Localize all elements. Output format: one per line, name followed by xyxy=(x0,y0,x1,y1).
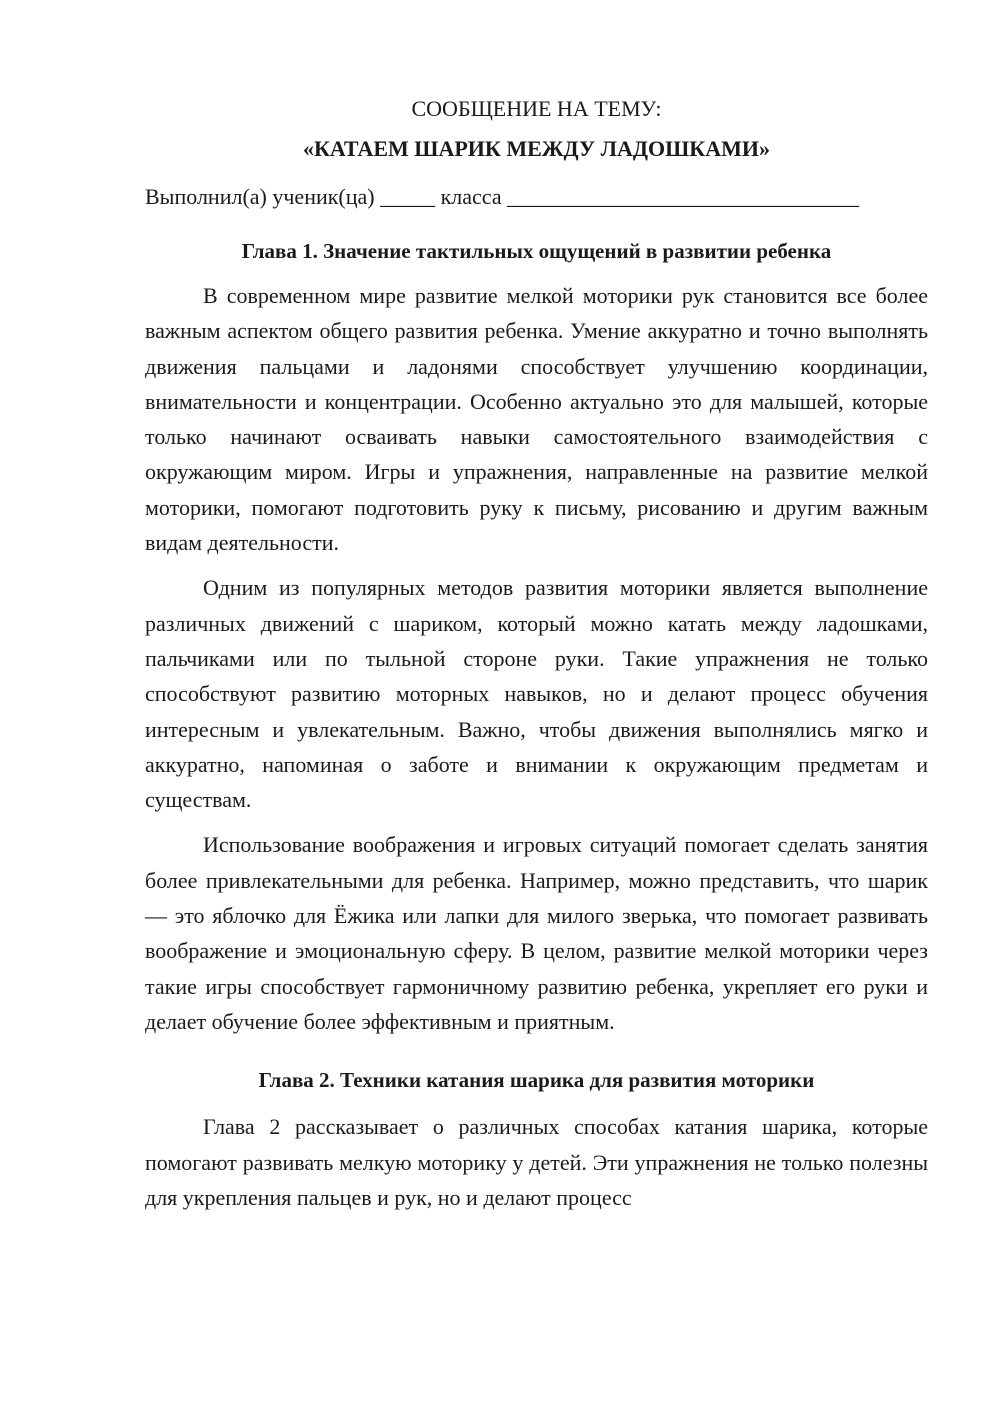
document-title-line1: СООБЩЕНИЕ НА ТЕМУ: xyxy=(411,96,662,121)
author-line: Выполнил(а) ученик(ца) _____ класса ________________________________ xyxy=(145,184,860,209)
chapter-1-paragraph-3: Использование воображения и игровых ситуаций помогает сделать занятия более привлекательными для ребенка. Например, можно представить, что шарик — это яблочко для Ёжика или лапки для милого зверька, что помогает развивать воображение и эмоциональную сферу. В целом, развитие мелкой моторики через такие игры способствует гармоничному развитию ребенка, укрепляет его руки и делает обучение более эффективным и приятным. xyxy=(145,832,928,1034)
document-page xyxy=(145,92,928,1215)
chapter-1-paragraph-2: Одним из популярных методов развития моторики является выполнение различных движений с шариком, который можно катать между ладошками, пальчиками или по тыльной стороне руки. Такие упражнения не только способствуют развитию моторных навыков, но и делают процесс обучения интересным и увлекательным. Важно, чтобы движения выполнялись мягко и аккуратно, напоминая о заботе и внимании к окружающим предметам и существам. xyxy=(145,575,928,813)
chapter-2-heading: Глава 2. Техники катания шарика для развития моторики xyxy=(258,1068,815,1093)
chapter-1-paragraph-1: В современном мире развитие мелкой моторики рук становится все более важным аспектом общего развития ребенка. Умение аккуратно и точно выполнять движения пальцами и ладонями способствует улучшению координации, внимательности и концентрации. Особенно актуально это для малышей, которые только начинают осваивать навыки самостоятельного взаимодействия с окружающим миром. Игры и упражнения, направленные на развитие мелкой моторики, помогают подготовить руку к письму, рисованию и другим важным видам деятельности. xyxy=(145,283,928,556)
chapter-2-paragraph-1: Глава 2 рассказывает о различных способах катания шарика, которые помогают развивать мелкую моторику у детей. Эти упражнения не только полезны для укрепления пальцев и рук, но и делают процесс xyxy=(145,1114,928,1210)
document-title-topic: «КАТАЕМ ШАРИК МЕЖДУ ЛАДОШКАМИ» xyxy=(302,136,770,161)
chapter-1-heading: Глава 1. Значение тактильных ощущений в развитии ребенка xyxy=(241,239,832,263)
